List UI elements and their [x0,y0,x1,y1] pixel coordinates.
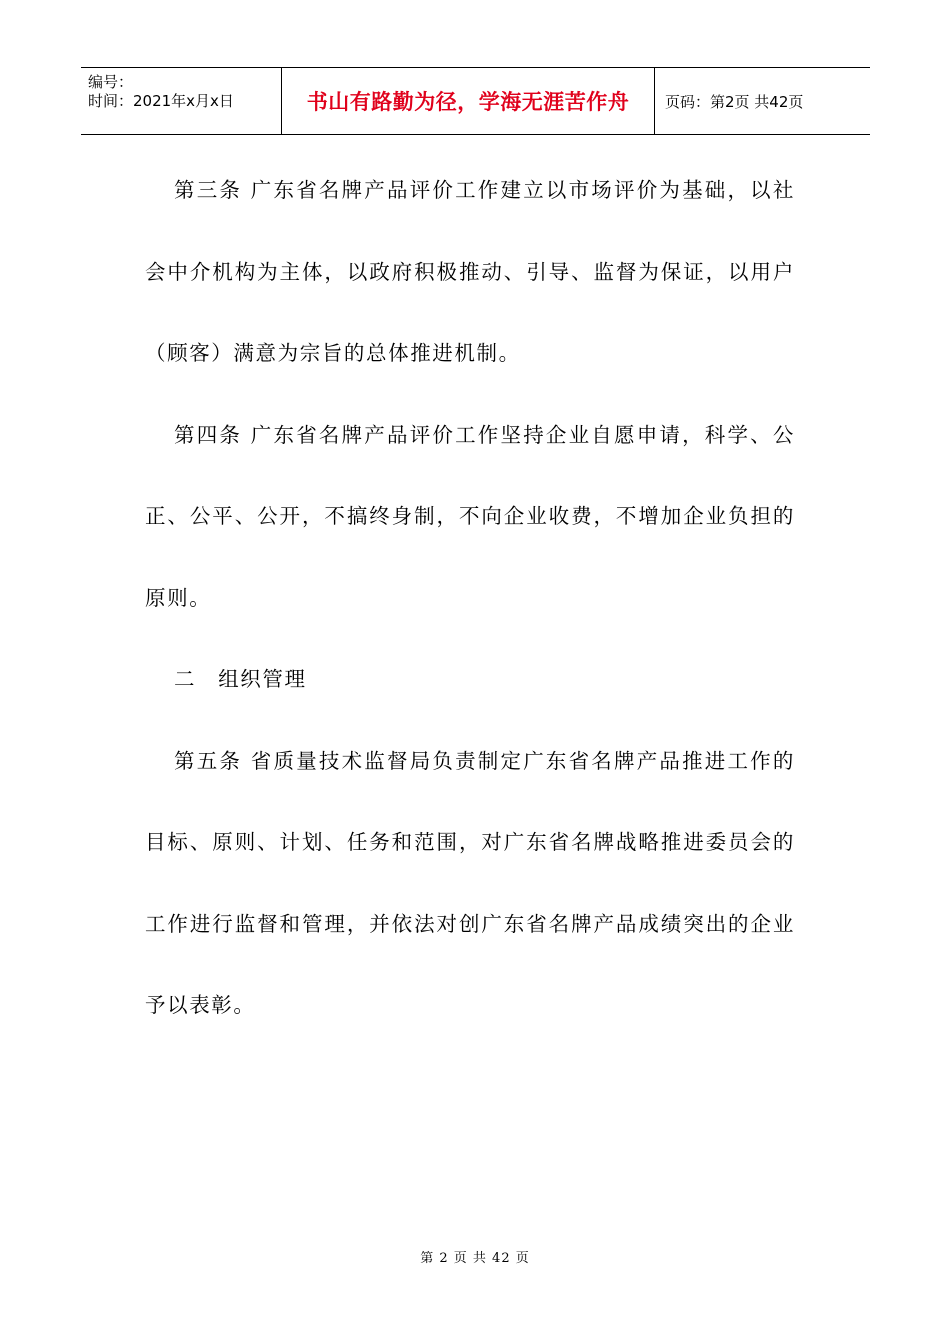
date-label: 时间：2021年x月x日 [88,92,234,110]
page-info-text: 页码：第2页 共42页 [665,92,804,111]
header-meta-cell [81,68,282,134]
section-heading-organization: 二 组织管理 [174,667,307,691]
article-4-paragraph: 第四条 广东省名牌产品评价工作坚持企业自愿申请，科学、公正、公平、公开，不搞终身制，不向企业收费，不增加企业负担的原则。 [145,422,795,610]
page-footer [0,1247,950,1266]
motto-text: 书山有路勤为径，学海无涯苦作舟 [306,90,630,114]
document-header [81,67,870,135]
document-body [145,150,795,1047]
article-3-paragraph: 第三条 广东省名牌产品评价工作建立以市场评价为基础，以社会中介机构为主体，以政府积极推动、引导、监督为保证，以用户（顾客）满意为宗旨的总体推进机制。 [145,178,795,365]
serial-number-label: 编号： [88,73,134,91]
footer-page-number: 第 2 页 共 42 页 [420,1251,530,1266]
article-5-paragraph: 第五条 省质量技术监督局负责制定广东省名牌产品推进工作的目标、原则、计划、任务和范围，对广东省名牌战略推进委员会的工作进行监督和管理，并依法对创广东省名牌产品成绩突出的企业予以表彰。 [145,748,795,1017]
header-motto-cell [282,68,655,134]
header-page-cell [655,68,870,134]
